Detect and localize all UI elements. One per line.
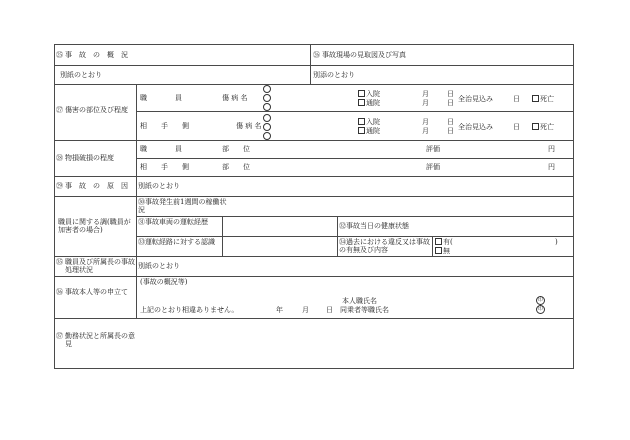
violation-yes-option[interactable] — [435, 238, 453, 246]
item-number: ㉗ — [56, 106, 63, 114]
frame-top — [54, 44, 574, 45]
day-label: 日 — [447, 99, 454, 107]
site-sketch-label: 事故現場の見取図及び写真 — [322, 51, 406, 59]
item-number: ㊱ — [56, 288, 63, 296]
year-label: 年 — [276, 306, 283, 314]
circle-mark-icon — [263, 123, 271, 131]
circle-mark-icon — [263, 103, 271, 111]
signature-label: 本人職氏名 — [342, 297, 377, 305]
counterparty-label: 相 手 側 — [140, 122, 189, 130]
checkbox-icon — [435, 247, 442, 254]
checkbox-icon — [435, 238, 442, 245]
staff-label: 職 員 — [140, 94, 182, 102]
divider — [222, 216, 223, 256]
divider — [136, 196, 137, 318]
violation-history-label: ㉞過去における違反又は事故の有無及び内容 — [339, 238, 430, 254]
divider — [54, 140, 574, 141]
option-label: 通院 — [366, 99, 380, 107]
divider — [136, 216, 574, 217]
divider — [136, 158, 574, 159]
handling-value: 別紙のとおり — [138, 262, 180, 270]
frame-bottom — [54, 368, 574, 369]
violation-no-option[interactable] — [435, 247, 450, 255]
work-status-label: ㉚事故発生前1週間の稼働状況 — [138, 198, 227, 214]
divider — [54, 276, 574, 277]
accident-overview-label: 事 故 の 概 況 — [65, 51, 128, 59]
route-awareness-label: ㉝運転経路に対する認識 — [138, 238, 215, 246]
checkbox-icon — [358, 99, 365, 106]
month-label: 月 — [422, 90, 429, 98]
month-label: 月 — [422, 118, 429, 126]
statement-label: 事故本人等の申立て — [65, 288, 128, 296]
inpatient-option[interactable] — [358, 90, 380, 98]
month-label: 月 — [422, 127, 429, 135]
option-label: 死亡 — [540, 123, 554, 131]
injury-label: 傷害の部位及び程度 — [65, 106, 128, 114]
seal-icon: 印 — [537, 306, 543, 312]
divider — [310, 44, 311, 84]
health-condition-label: ㉜事故当日の健康状態 — [339, 222, 409, 230]
option-label: 死亡 — [540, 95, 554, 103]
day-label: 日 — [513, 123, 520, 131]
full-recovery-label: 全治見込み — [458, 123, 493, 131]
staff-label: 職 員 — [140, 145, 182, 153]
checkbox-icon — [532, 95, 539, 102]
item-number: ㉖ — [313, 51, 320, 59]
supervisor-opinion-label: 勤務状況と所属長の意見 — [65, 332, 135, 348]
site-sketch-value: 別添のとおり — [313, 71, 355, 79]
option-label: 入院 — [366, 118, 380, 126]
valuation-label: 評価 — [426, 163, 440, 171]
divider — [54, 65, 574, 66]
circle-mark-icon — [263, 94, 271, 102]
part-label: 部 位 — [222, 163, 250, 171]
statement-subtitle: (事故の概況等) — [140, 278, 188, 286]
passenger-signature-label: 同乗者等職氏名 — [340, 306, 389, 314]
divider — [54, 196, 574, 197]
inpatient-option[interactable] — [358, 118, 380, 126]
cause-label: 事 故 の 原 因 — [65, 182, 128, 190]
outpatient-option[interactable] — [358, 99, 380, 107]
divider — [54, 318, 574, 319]
option-label: 入院 — [366, 90, 380, 98]
seal-icon: 印 — [537, 297, 543, 303]
accident-overview-value: 別紙のとおり — [60, 71, 102, 79]
item-number: ㉕ — [56, 51, 63, 59]
checkbox-icon — [358, 90, 365, 97]
option-label: 有( — [443, 238, 453, 246]
diagnosis-label: 傷 病 名 — [222, 94, 248, 102]
circle-mark-icon — [263, 132, 271, 140]
full-recovery-label: 全治見込み — [458, 95, 493, 103]
option-label: 無 — [443, 247, 450, 255]
death-option[interactable] — [532, 95, 554, 103]
confirmation-text: 上記のとおり相違ありません。 — [140, 306, 239, 314]
frame-left — [54, 44, 55, 369]
accident-report-form — [54, 44, 574, 369]
day-label: 日 — [447, 118, 454, 126]
checkbox-icon — [358, 127, 365, 134]
divider — [136, 236, 574, 237]
day-label: 日 — [513, 95, 520, 103]
staff-section-label: 職員に関する調(職員が加害者の場合) — [58, 218, 131, 234]
item-number: ㉘ — [56, 154, 63, 162]
day-label: 日 — [447, 127, 454, 135]
month-label: 月 — [422, 99, 429, 107]
divider — [432, 236, 433, 256]
day-label: 日 — [326, 306, 333, 314]
handling-label: 職員及び所属長の事故処理状況 — [65, 258, 135, 274]
divider — [54, 84, 574, 85]
yen-label: 円 — [548, 145, 555, 153]
frame-right — [573, 44, 574, 369]
item-number: ㉟ — [56, 258, 63, 266]
property-damage-label: 物損破損の程度 — [65, 154, 114, 162]
divider — [337, 216, 338, 256]
cause-value: 別紙のとおり — [138, 182, 180, 190]
part-label: 部 位 — [222, 145, 250, 153]
divider — [136, 111, 574, 112]
option-label: 通院 — [366, 127, 380, 135]
valuation-label: 評価 — [426, 145, 440, 153]
divider — [136, 84, 137, 196]
counterparty-label: 相 手 側 — [140, 163, 189, 171]
circle-mark-icon — [263, 114, 271, 122]
divider — [54, 176, 574, 177]
month-label: 月 — [302, 306, 309, 314]
circle-mark-icon — [263, 85, 271, 93]
outpatient-option[interactable] — [358, 127, 380, 135]
item-number: ㉙ — [56, 182, 63, 190]
driving-history-label: ㉛事故車両の運転経歴 — [138, 218, 208, 226]
checkbox-icon — [358, 118, 365, 125]
death-option[interactable] — [532, 123, 554, 131]
yen-label: 円 — [548, 163, 555, 171]
checkbox-icon — [532, 123, 539, 130]
diagnosis-label: 傷 病 名 — [236, 122, 262, 130]
close-paren: ) — [555, 238, 558, 246]
divider — [54, 256, 574, 257]
item-number: ㊲ — [56, 332, 63, 340]
day-label: 日 — [447, 90, 454, 98]
